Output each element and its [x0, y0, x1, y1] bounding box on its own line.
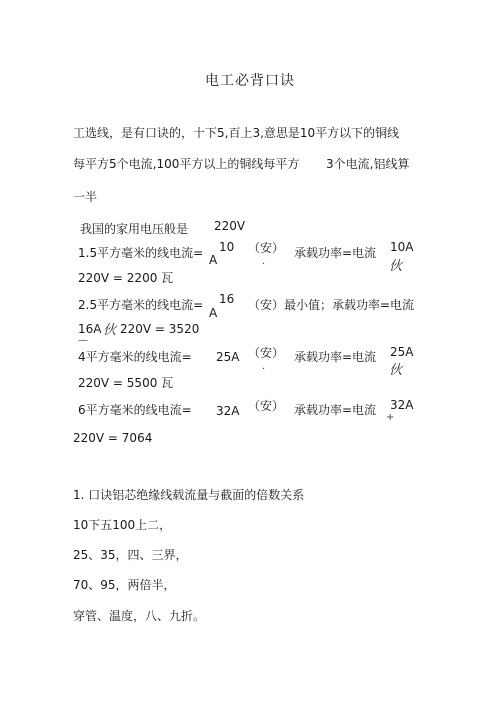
section1-heading: 1. 口诀铝芯绝缘线载流量与截面的倍数关系	[73, 488, 305, 502]
para1-line2b: 3个电流,铝线算	[326, 157, 410, 171]
para1-line2a: 每平方5个电流,100平方以上的铜线每平方	[73, 157, 300, 171]
voltage-label: 我国的家用电压般是	[80, 222, 189, 236]
section1-line-1: 10下五100上二，	[73, 518, 172, 532]
doc-title: 电工必背口诀	[205, 73, 295, 89]
section1-line-4: 穿管、温度，八、九折。	[73, 609, 206, 623]
row4-right-value: 32A	[390, 398, 414, 412]
row2-stray-mark: —	[78, 335, 88, 346]
row3-label: 4平方毫米的线电流=	[78, 350, 192, 364]
row2-unit-and-power: （安）最小值；承载功率=电流	[248, 298, 415, 312]
row3-right-value: 25A	[390, 345, 414, 359]
row1-unit: （安）	[248, 241, 285, 255]
row3-unit: （安）	[248, 346, 285, 360]
row2-current-bottom: A	[209, 306, 218, 320]
row3-power-label: 承载功率=电流	[294, 350, 377, 364]
row3-current: 25A	[216, 350, 240, 364]
row4-power-label: 承载功率=电流	[294, 403, 377, 417]
row1-result: 220V = 2200 瓦	[78, 271, 174, 285]
row3-dot: .	[262, 361, 266, 372]
row1-power-label: 承载功率=电流	[294, 246, 377, 260]
row1-current-top: 10	[219, 240, 235, 254]
row3-handwritten-mark: 伙	[389, 363, 403, 378]
row3-result: 220V = 5500 瓦	[78, 376, 174, 390]
section1-line-2: 25、35，四、三界，	[73, 548, 188, 562]
row1-right-value: 10A	[390, 240, 414, 254]
row1-dot: .	[262, 256, 266, 267]
row2-label: 2.5平方毫米的线电流=	[78, 298, 204, 312]
section1-line-3: 70、95，两倍半，	[73, 578, 176, 592]
row4-label: 6平方毫米的线电流=	[78, 403, 192, 417]
row2-result-suffix: 220V = 3520	[120, 322, 200, 336]
row1-current-bottom: A	[209, 253, 218, 267]
row1-label: 1.5平方毫米的线电流=	[78, 246, 204, 260]
para1-line1: 工选线，是有口诀的，十下5,百上3,意思是10平方以下的铜线	[73, 126, 400, 140]
row2-current-top: 16	[219, 292, 235, 306]
para1-line3: 一半	[73, 190, 98, 204]
row4-stray-mark: +	[386, 412, 395, 423]
row2-result-prefix: 16A	[78, 322, 102, 336]
row1-handwritten-mark: 伙	[389, 259, 403, 274]
row2-handwritten-mark: 伙	[103, 323, 117, 338]
voltage-value: 220V	[214, 219, 246, 233]
row4-unit: （安）	[248, 399, 285, 413]
row4-current: 32A	[216, 404, 240, 418]
row4-result: 220V = 7064	[73, 431, 153, 445]
